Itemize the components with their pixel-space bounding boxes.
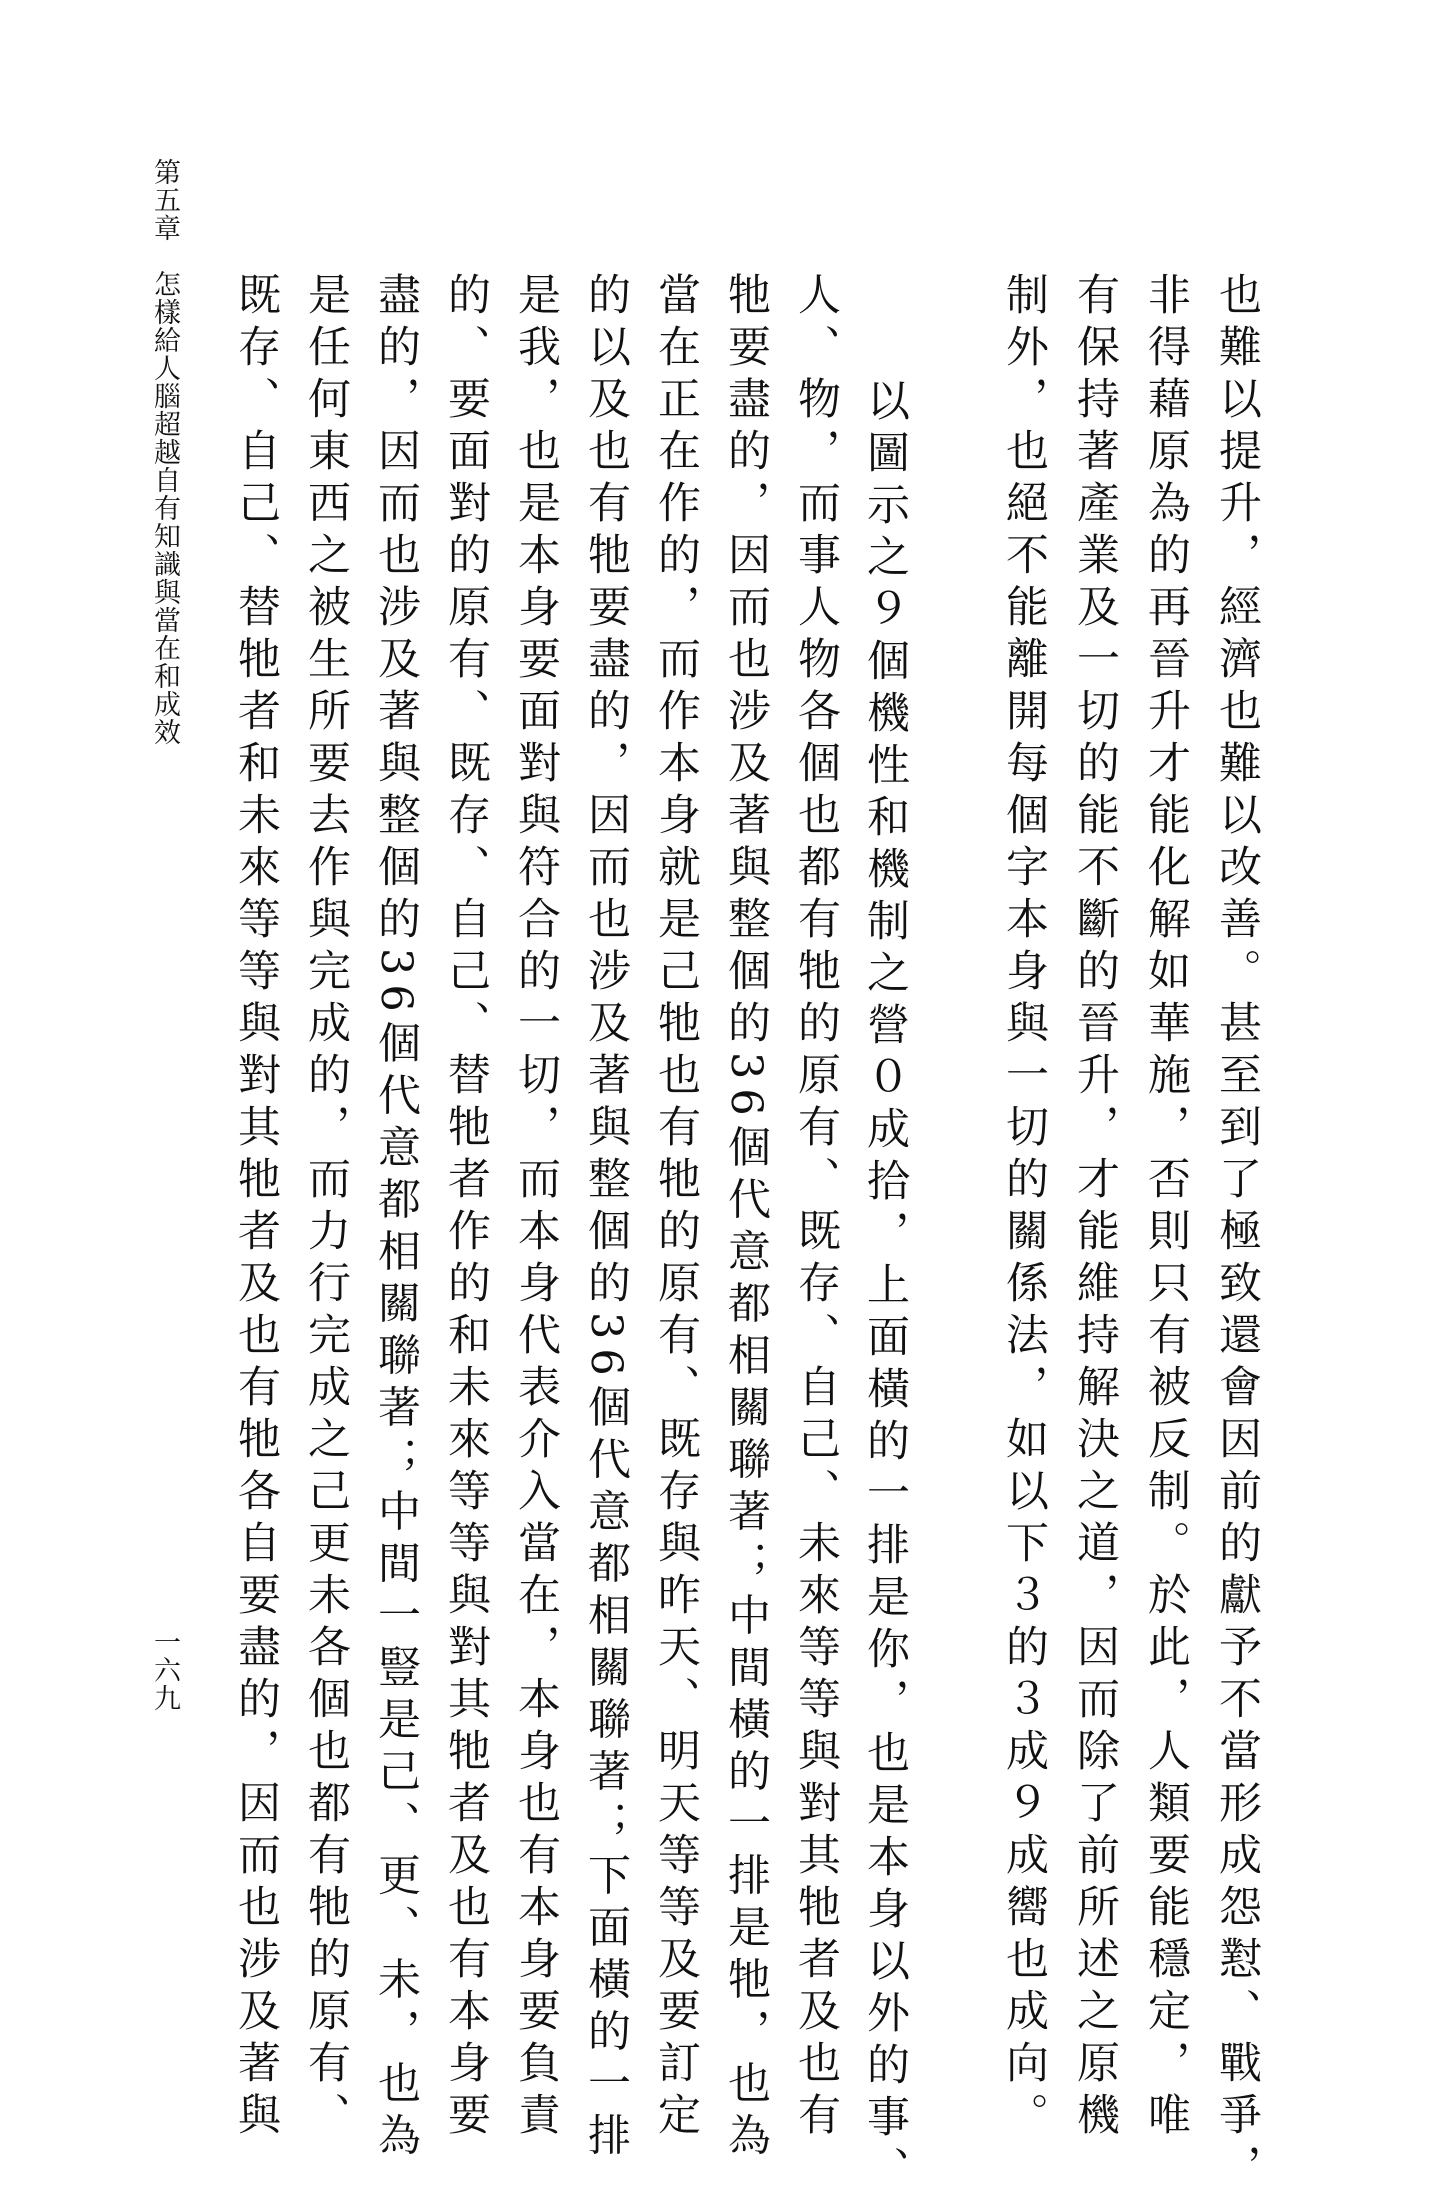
body-column-8: 當在正在作的，而作本身就是己牠也有牠的原有、既存與昨天、明天等等及要訂定 xyxy=(651,272,701,2144)
body-column-11: 的、要面對的原有、既存、自己、替牠者作的和未來等等與對其牠者及也有本身要 xyxy=(441,272,491,2144)
running-head: 第五章 怎樣給人腦超越自有知識與當在和成效 xyxy=(149,158,180,746)
body-column-1: 也難以提升，經濟也難以改善。甚至到了極致還會因前的獻予不當形成怨懟、戰爭， xyxy=(1212,272,1262,2196)
body-column-10: 是我，也是本身要面對與符合的一切，而本身代表介入當在，本身也有本身要負責 xyxy=(511,272,561,2144)
body-column-2: 非得藉原為的再晉升才能化解如華施，否則只有被反制。於此，人類要能穩定，唯 xyxy=(1141,272,1191,2144)
body-column-13: 是任何東西之被生所要去作與完成的，而力行完成之己更未各個也都有牠的原有、 xyxy=(301,272,351,2144)
body-column-12: 盡的，因而也涉及著與整個的36個代意都相關聯著；中間一豎是己、更、未，也為 xyxy=(371,272,421,2165)
body-column-3: 有保持著產業及一切的能不斷的晉升，才能維持解決之道，因而除了前所述之原機 xyxy=(1070,272,1120,2144)
body-column-9: 的以及也有牠要盡的，因而也涉及著與整個的36個代意都相關聯著；下面橫的一排 xyxy=(581,272,631,2165)
body-column-5: 以圖示之９個機性和機制之營０成拾，上面橫的一排是你，也是本身以外的事、 xyxy=(860,378,910,2198)
body-column-4: 制外，也絕不能離開每個字本身與一切的關係法，如以下３的３成９成嚮也成向。 xyxy=(999,272,1049,2144)
body-column-7: 牠要盡的，因而也涉及著與整個的36個代意都相關聯著；中間橫的一排是牠，也為 xyxy=(721,272,771,2165)
body-column-14: 既存、自己、替牠者和未來等等與對其牠者及也有牠各自要盡的，因而也涉及著與 xyxy=(231,272,281,2144)
body-column-6: 人、物，而事人物各個也都有牠的原有、既存、自己、未來等等與對其牠者及也有 xyxy=(791,272,841,2144)
page-number: 一六九 xyxy=(149,1628,180,1712)
